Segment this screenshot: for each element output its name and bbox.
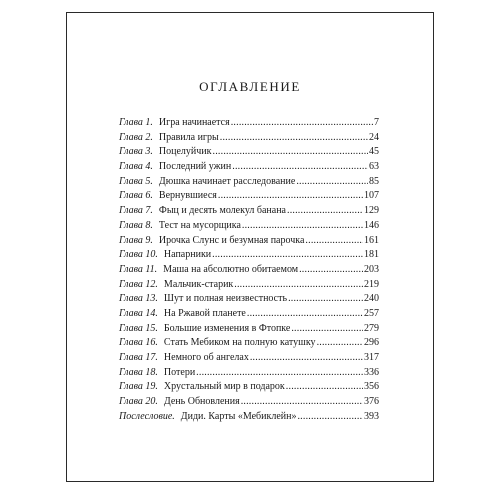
toc-dot-leader [288, 292, 363, 307]
toc-dot-leader [250, 351, 363, 366]
toc-entry-title: Стать Мебиком на полную катушку [163, 337, 316, 349]
toc-entry-label: Глава 1. [119, 117, 153, 128]
toc-entry [119, 336, 379, 351]
toc-entry-label: Глава 13. [119, 293, 158, 305]
toc-entry-page: 376 [364, 396, 379, 408]
toc-entry [119, 248, 379, 263]
toc-entry-label: Глава 6. [119, 190, 153, 202]
toc-entry-label: Послесловие. [119, 410, 175, 422]
toc-entry-page: 393 [364, 410, 379, 422]
toc-dot-leader [231, 116, 373, 131]
toc-entry-title: Вернувшиеся [158, 190, 217, 202]
toc-entry-label: Глава 10. [119, 249, 158, 261]
toc-entry-page: 317 [364, 352, 379, 363]
toc-entry [119, 204, 379, 219]
toc-entry [119, 322, 379, 337]
toc-dot-leader [213, 145, 368, 160]
toc-entry-title: Ирочка Слунс и безумная парочка [158, 234, 305, 246]
toc-entry [119, 175, 379, 190]
toc-entry-label: Глава 19. [119, 381, 158, 393]
toc-dot-leader [286, 380, 363, 395]
toc-entry [119, 131, 379, 146]
toc-entry [119, 278, 379, 293]
toc-entry-title: Мальчик-старик [163, 278, 234, 290]
toc-entry-title: Правила игры [158, 131, 219, 143]
toc-entry [119, 234, 379, 249]
toc-entry-label: Глава 7. [119, 205, 153, 217]
toc-dot-leader [291, 322, 363, 337]
toc-entry [119, 292, 379, 307]
toc-entry-title: Хрустальный мир в подарок [163, 381, 285, 393]
toc-entry-title: Потери [163, 366, 196, 378]
toc-entry [119, 380, 379, 395]
toc-entry-title: Тест на мусорщика [158, 219, 241, 231]
toc-dot-leader [242, 219, 363, 234]
toc-entry-label: Глава 12. [119, 278, 158, 290]
toc-dot-leader [196, 366, 363, 381]
toc-dot-leader [247, 307, 363, 322]
toc-entry-label: Глава 14. [119, 307, 158, 319]
toc-entry-label: Глава 4. [119, 161, 153, 173]
toc-entry [119, 366, 379, 381]
toc-entry-page: 129 [364, 205, 379, 217]
toc-entry [119, 351, 379, 366]
toc-entry-page: 107 [364, 190, 379, 202]
toc-entry-page: 296 [364, 337, 379, 349]
toc-dot-leader [305, 234, 363, 249]
toc-entry-title: Маша на абсолютно обитаемом [163, 263, 299, 275]
book-page [66, 12, 434, 482]
toc-dot-leader [234, 278, 363, 293]
toc-entry-page: 240 [364, 293, 379, 305]
toc-entry [119, 307, 379, 322]
toc-entry-page: 161 [364, 234, 379, 246]
toc-entry-page: 257 [364, 307, 379, 319]
toc-entry-title: На Ржавой планете [163, 307, 246, 319]
toc-dot-leader [220, 131, 368, 146]
toc-entry [119, 395, 379, 410]
toc-entry-page: 219 [364, 278, 379, 290]
toc-entry-title: Фыц и десять молекул банана [158, 205, 286, 217]
toc-entry-label: Глава 3. [119, 146, 153, 158]
toc-entry-label: Глава 17. [119, 352, 158, 363]
toc-entry-title: Напарники [163, 249, 212, 261]
toc-entry-page: 336 [364, 366, 379, 378]
toc-dot-leader [212, 248, 363, 263]
toc-entry-label: Глава 15. [119, 322, 158, 334]
toc-entry-title: Большие изменения в Фтопке [163, 322, 291, 334]
toc-dot-leader [299, 263, 363, 278]
toc-dot-leader [287, 204, 363, 219]
toc-dot-leader [241, 395, 363, 410]
toc-entry-page: 45 [369, 146, 379, 158]
toc-entry-title: Последний ужин [158, 161, 232, 173]
toc-dot-leader [317, 336, 363, 351]
toc-entry-label: Глава 9. [119, 234, 153, 246]
toc-entry [119, 219, 379, 234]
toc-entry-page: 146 [364, 219, 379, 231]
toc-entry-title: Поцелуйчик [158, 146, 212, 158]
toc-dot-leader [232, 160, 368, 175]
toc-entry [119, 410, 379, 425]
toc-entry-label: Глава 8. [119, 219, 153, 231]
toc-dot-leader [297, 410, 363, 425]
toc-entry-page: 356 [364, 381, 379, 393]
toc-entry-label: Глава 2. [119, 131, 153, 143]
toc-entry-label: Глава 18. [119, 366, 158, 378]
toc-entry-page: 7 [374, 117, 379, 128]
toc-entry-page: 85 [369, 175, 379, 187]
toc-entry [119, 116, 379, 131]
toc-entry [119, 189, 379, 204]
toc-list [119, 116, 379, 424]
toc-entry-title: Игра начинается [158, 117, 230, 128]
toc-entry-title: День Обновления [163, 396, 240, 408]
toc-entry-label: Глава 20. [119, 396, 158, 408]
toc-dot-leader [218, 189, 363, 204]
toc-entry-title: Шут и полная неизвестность [163, 293, 288, 305]
toc-entry-title: Немного об ангелах [163, 352, 249, 363]
toc-entry-page: 63 [369, 161, 379, 173]
toc-entry-title: Дюшка начинает расследование [158, 175, 296, 187]
toc-title: ОГЛАВЛЕНИЕ [199, 79, 301, 94]
toc-entry [119, 263, 379, 278]
toc-entry-label: Глава 16. [119, 337, 158, 349]
toc-entry-page: 279 [364, 322, 379, 334]
toc-entry-page: 181 [364, 249, 379, 261]
toc-entry-label: Глава 11. [119, 263, 158, 275]
toc-entry-label: Глава 5. [119, 175, 153, 187]
toc-entry [119, 160, 379, 175]
toc-entry-page: 203 [364, 263, 379, 275]
toc-entry [119, 145, 379, 160]
toc-entry-title: Диди. Карты «Мебиклейн» [180, 410, 297, 422]
toc-dot-leader [296, 175, 368, 190]
toc-entry-page: 24 [369, 131, 379, 143]
